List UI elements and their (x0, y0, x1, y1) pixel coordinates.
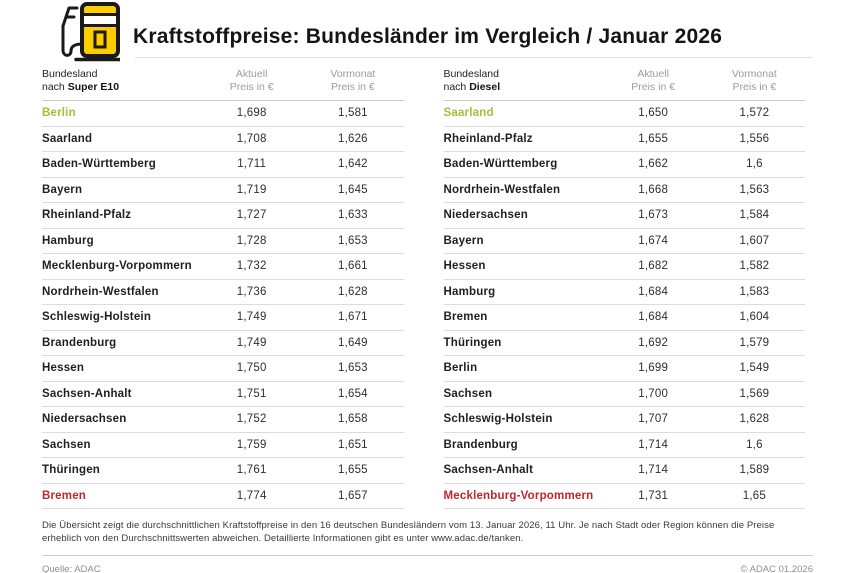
previous-price: 1,642 (337, 158, 368, 171)
table-row (42, 382, 404, 408)
previous-price: 1,626 (337, 132, 368, 145)
table-row (42, 127, 404, 153)
current-price: 1,699 (638, 362, 669, 375)
column-header-previous (704, 68, 805, 94)
current-price: 1,749 (236, 311, 267, 324)
table-row (444, 331, 806, 357)
previous-price: 1,655 (337, 464, 368, 477)
table-row (444, 152, 806, 178)
state-name: Sachsen (42, 438, 91, 451)
state-name: Baden-Württemberg (443, 158, 558, 171)
table-row (444, 484, 806, 510)
previous-price: 1,6 (746, 158, 763, 171)
state-name: Sachsen (443, 387, 493, 400)
current-price: 1,662 (638, 158, 669, 171)
column-header-state-line1: Bundesland (443, 68, 499, 80)
table-row (444, 101, 806, 127)
state-name: Niedersachsen (443, 209, 528, 222)
table-diesel (444, 68, 806, 509)
current-price: 1,714 (638, 438, 669, 451)
table-row (444, 203, 806, 229)
previous-price: 1,583 (739, 285, 770, 298)
table-row (444, 382, 806, 408)
current-price: 1,692 (638, 336, 669, 349)
previous-price: 1,581 (337, 107, 368, 120)
column-header-state (42, 68, 201, 94)
state-name: Niedersachsen (42, 413, 127, 426)
state-name: Saarland (42, 132, 93, 145)
current-price: 1,700 (638, 387, 669, 400)
footnote-text: Die Übersicht zeigt die durchschnittlichen Kraftstoffpreise in den 16 deutschen Bundesländern vom 13. Januar 2026, 11 Uhr. Je nach Stadt oder Region können die Preise erheblich von den Durchschnittswerten abweichen. Detaillierte Informationen gibt es unter www.adac.de/tanken. (42, 520, 775, 545)
table-row (444, 458, 806, 484)
current-price: 1,731 (638, 489, 669, 502)
previous-price: 1,633 (337, 209, 368, 222)
column-header-current (603, 68, 704, 94)
column-header-previous-line1: Vormonat (731, 68, 777, 80)
current-price: 1,684 (638, 285, 669, 298)
current-price: 1,750 (236, 362, 267, 375)
fuel-type-label: Diesel (469, 81, 501, 93)
table-row (42, 331, 404, 357)
column-header-state (444, 68, 603, 94)
table-row (42, 305, 404, 331)
state-name: Hamburg (443, 285, 496, 298)
current-price: 1,711 (237, 158, 267, 171)
previous-price: 1,628 (739, 413, 770, 426)
current-price: 1,761 (236, 464, 267, 477)
state-name: Schleswig-Holstein (42, 311, 152, 324)
current-price: 1,732 (236, 260, 267, 273)
previous-price: 1,653 (337, 362, 368, 375)
state-name: Berlin (42, 107, 76, 120)
current-price: 1,752 (236, 413, 267, 426)
state-name: Hessen (42, 362, 85, 375)
previous-price: 1,556 (739, 132, 770, 145)
state-name: Nordrhein-Westfalen (42, 285, 159, 298)
previous-price: 1,661 (337, 260, 368, 273)
header-divider (135, 57, 813, 58)
previous-price: 1,579 (739, 336, 770, 349)
state-name: Schleswig-Holstein (443, 413, 553, 426)
current-price: 1,751 (236, 387, 267, 400)
state-name: Bayern (42, 183, 83, 196)
current-price: 1,727 (236, 209, 267, 222)
header (0, 0, 855, 68)
table-row (42, 152, 404, 178)
table-row (42, 254, 404, 280)
previous-price: 1,671 (337, 311, 368, 324)
fuel-pump-icon (58, 2, 120, 62)
column-header-current-line2: Preis in € (229, 81, 274, 93)
table-row (42, 407, 404, 433)
current-price: 1,736 (236, 285, 267, 298)
state-name: Brandenburg (42, 336, 117, 349)
column-header-state-prefix: nach (443, 81, 470, 93)
column-header-previous-line2: Preis in € (330, 81, 375, 93)
previous-price: 1,572 (739, 107, 770, 120)
column-header-current (201, 68, 302, 94)
table-row (444, 356, 806, 382)
current-price: 1,650 (638, 107, 669, 120)
previous-price: 1,549 (739, 362, 770, 375)
state-name: Brandenburg (443, 438, 518, 451)
state-name: Thüringen (443, 336, 502, 349)
previous-price: 1,6 (746, 438, 763, 451)
state-name: Mecklenburg-Vorpommern (443, 489, 594, 502)
current-price: 1,719 (236, 183, 267, 196)
previous-price: 1,589 (739, 464, 770, 477)
table-row (444, 407, 806, 433)
current-price: 1,682 (638, 260, 669, 273)
current-price: 1,707 (638, 413, 669, 426)
column-header-previous (302, 68, 403, 94)
current-price: 1,674 (638, 234, 669, 247)
current-price: 1,749 (236, 336, 267, 349)
previous-price: 1,654 (337, 387, 368, 400)
column-header-current-line1: Aktuell (235, 68, 268, 80)
table-row (42, 356, 404, 382)
table-row (444, 433, 806, 459)
table-body (42, 101, 404, 509)
current-price: 1,759 (236, 438, 267, 451)
table-row (444, 305, 806, 331)
table-header (444, 68, 806, 101)
state-name: Mecklenburg-Vorpommern (42, 260, 192, 273)
state-name: Rheinland-Pfalz (42, 209, 132, 222)
current-price: 1,673 (638, 209, 669, 222)
table-row (444, 280, 806, 306)
current-price: 1,698 (236, 107, 267, 120)
current-price: 1,728 (236, 234, 267, 247)
column-header-previous-line2: Preis in € (732, 81, 777, 93)
state-name: Rheinland-Pfalz (443, 132, 533, 145)
table-header (42, 68, 404, 101)
state-name: Sachsen-Anhalt (42, 387, 132, 400)
state-name: Saarland (443, 107, 494, 120)
previous-price: 1,628 (337, 285, 368, 298)
state-name: Baden-Württemberg (42, 158, 156, 171)
table-row (444, 229, 806, 255)
previous-price: 1,584 (739, 209, 770, 222)
table-row (42, 458, 404, 484)
state-name: Bremen (42, 489, 87, 502)
previous-price: 1,651 (337, 438, 368, 451)
table-row (42, 484, 404, 510)
column-header-state-line1: Bundesland (42, 68, 98, 80)
previous-price: 1,65 (742, 489, 766, 502)
previous-price: 1,657 (337, 489, 368, 502)
previous-price: 1,658 (337, 413, 368, 426)
table-row (444, 178, 806, 204)
state-name: Nordrhein-Westfalen (443, 183, 561, 196)
table-row (42, 229, 404, 255)
current-price: 1,714 (638, 464, 669, 477)
table-body (444, 101, 806, 509)
table-row (42, 433, 404, 459)
previous-price: 1,582 (739, 260, 770, 273)
table-row (42, 280, 404, 306)
table-row (42, 203, 404, 229)
state-name: Thüringen (42, 464, 101, 477)
column-header-current-line2: Preis in € (631, 81, 676, 93)
column-header-previous-line1: Vormonat (330, 68, 376, 80)
state-name: Hamburg (42, 234, 94, 247)
previous-price: 1,604 (739, 311, 770, 324)
table-row (444, 127, 806, 153)
tables-container (0, 68, 855, 509)
footer-bar (42, 555, 813, 573)
previous-price: 1,563 (739, 183, 770, 196)
current-price: 1,655 (638, 132, 669, 145)
page-title: Kraftstoffpreise: Bundesländer im Vergleich / Januar 2026 (133, 25, 723, 48)
state-name: Berlin (443, 362, 478, 375)
previous-price: 1,645 (337, 183, 368, 196)
current-price: 1,668 (638, 183, 669, 196)
previous-price: 1,649 (337, 336, 368, 349)
column-header-state-prefix: nach (42, 81, 68, 93)
table-row (42, 101, 404, 127)
copyright-label: © ADAC 01.2026 (740, 563, 813, 573)
fuel-type-label: Super E10 (67, 81, 120, 93)
current-price: 1,708 (236, 132, 267, 145)
current-price: 1,774 (236, 489, 267, 502)
table-super-e10 (42, 68, 404, 509)
state-name: Sachsen-Anhalt (443, 464, 534, 477)
state-name: Bremen (443, 311, 488, 324)
column-header-current-line1: Aktuell (637, 68, 669, 80)
previous-price: 1,607 (739, 234, 770, 247)
current-price: 1,684 (638, 311, 669, 324)
previous-price: 1,569 (739, 387, 770, 400)
state-name: Hessen (443, 260, 486, 273)
table-row (42, 178, 404, 204)
source-label: Quelle: ADAC (42, 563, 101, 573)
state-name: Bayern (443, 234, 484, 247)
table-row (444, 254, 806, 280)
previous-price: 1,653 (337, 234, 368, 247)
